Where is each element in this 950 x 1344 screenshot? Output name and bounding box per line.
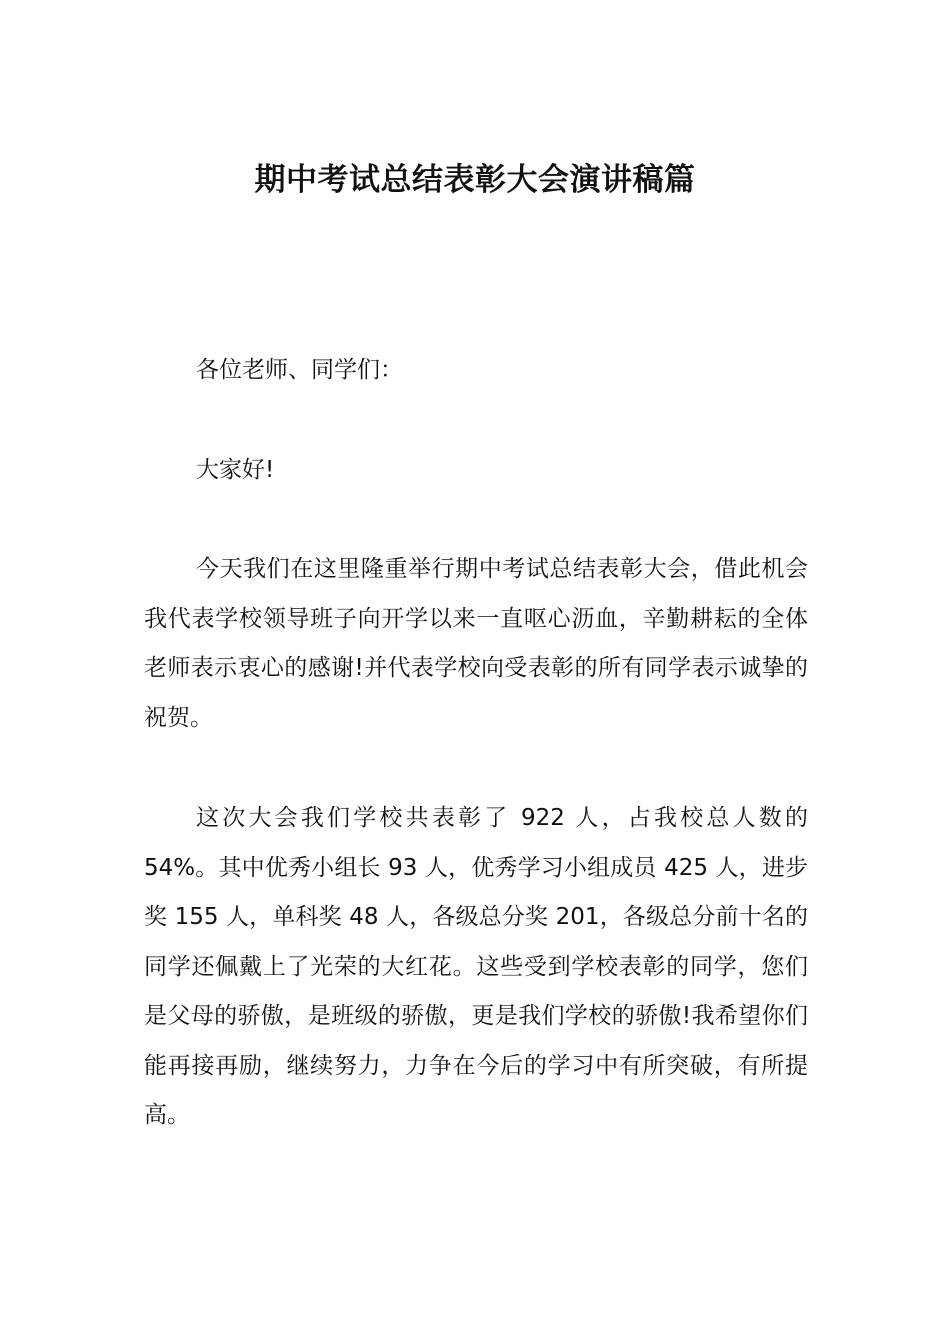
document-title: 期中考试总结表彰大会演讲稿篇	[254, 162, 696, 198]
body-paragraph: 这次大会我们学校共表彰了 922 人，占我校总人数的 54%。其中优秀小组长 93 人，优秀学习小组成员 425 人，进步奖 155 人，单科奖 48 人，各级总分奖 201，各级总分前十名的同学还佩戴上了光荣的大红花。这些受到学校表彰的同学，您们是父母的骄傲，是班级的骄傲，更是我们学校的骄傲!我希望你们能再接再励，继续努力，力争在今后的学习中有所突破，有所提高。	[144, 805, 808, 1128]
salutation-text: 各位老师、同学们：	[196, 357, 403, 383]
salutation-block	[144, 346, 808, 396]
paragraph-block-2	[144, 794, 808, 1141]
greeting-block	[144, 446, 808, 496]
greeting-text: 大家好!	[196, 457, 275, 483]
paragraph-block-1	[144, 545, 808, 743]
body-paragraph: 今天我们在这里隆重举行期中考试总结表彰大会，借此机会我代表学校领导班子向开学以来一直呕心沥血，辛勤耕耘的全体老师表示衷心的感谢!并代表学校向受表彰的所有同学表示诚挚的祝贺。	[144, 556, 808, 731]
